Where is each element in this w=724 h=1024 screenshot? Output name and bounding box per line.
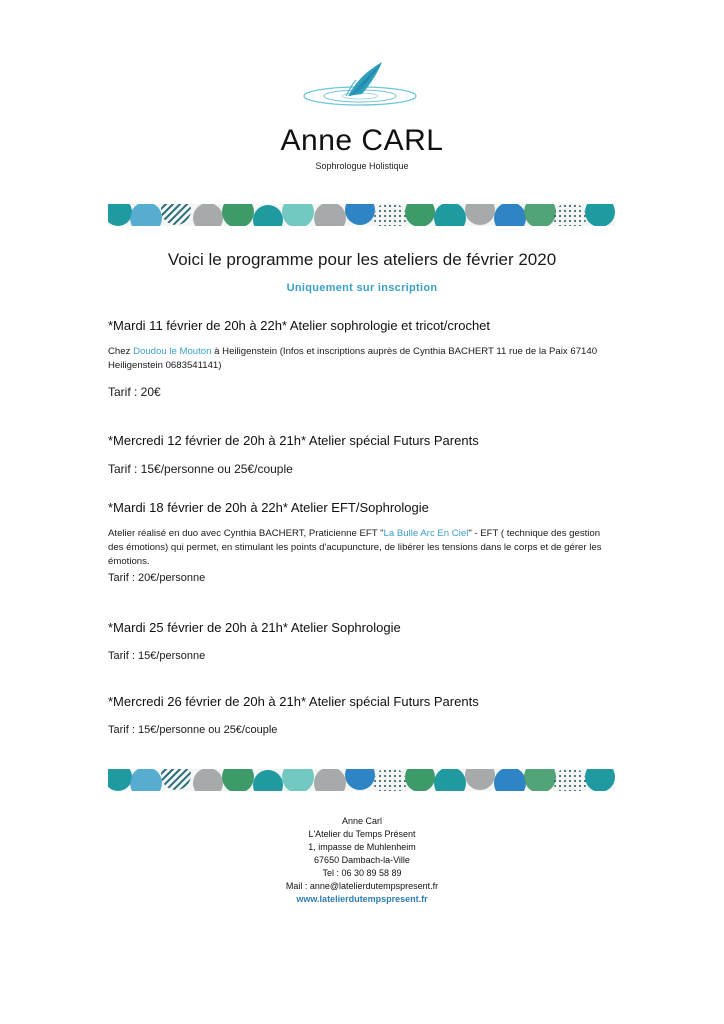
event-title: *Mardi 25 février de 20h à 21h* Atelier Sophrologie (108, 620, 401, 635)
page-title: Anne CARL (280, 124, 444, 157)
footer-email[interactable]: Mail : anne@latelierdutempspresent.fr (285, 881, 439, 891)
doudou-le-mouton-link[interactable]: Doudou le Mouton (133, 346, 212, 357)
program-headline: Voici le programme pour les ateliers de février 2020 (167, 250, 557, 269)
event-title: *Mardi 11 février de 20h à 22h* Atelier sophrologie et tricot/crochet (108, 318, 491, 333)
footer-contact (0, 815, 724, 906)
page-subtitle: Sophrologue Holistique (315, 161, 409, 171)
feather-water-logo (300, 56, 424, 108)
footer-company: L'Atelier du Temps Présent (308, 829, 416, 839)
description-text: Atelier réalisé en duo avec Cynthia BACHERT, Praticienne EFT " (108, 528, 384, 539)
description-text: Chez (108, 346, 134, 357)
event-description (108, 527, 618, 569)
event-title: *Mercredi 26 février de 20h à 21h* Atelier spécial Futurs Parents (108, 694, 479, 709)
decorative-band-bottom (108, 769, 615, 791)
footer-street: 1, impasse de Muhlenheim (308, 842, 416, 852)
la-bulle-arc-en-ciel-link[interactable]: La Bulle Arc En Ciel (383, 528, 469, 539)
event-price: Tarif : 15€/personne (108, 650, 206, 662)
description-text: " - EFT ( technique des gestion des émotions) qui permet, en stimulant les points d'acupuncture, de libérer les tensions dans le corps et de gérer les émotions. (108, 528, 602, 567)
footer-city: 67650 Dambach-la-Ville (314, 855, 410, 865)
footer-name: Anne Carl (341, 816, 383, 826)
footer-phone: Tel : 06 30 89 58 89 (322, 868, 402, 878)
decorative-band-top (108, 204, 615, 226)
description-text: à Heiligenstein (Infos et inscriptions auprès de Cynthia BACHERT 11 rue de la Paix 67140 Heiligenstein 0683541141) (108, 346, 598, 371)
event-title: *Mercredi 12 février de 20h à 21h* Atelier spécial Futurs Parents (108, 433, 479, 448)
event-title: *Mardi 18 février de 20h à 22h* Atelier EFT/Sophrologie (108, 500, 429, 515)
event-price: Tarif : 20€ (108, 385, 161, 399)
event-price: Tarif : 15€/personne ou 25€/couple (108, 462, 293, 476)
footer-website-link[interactable]: www.latelierdutempspresent.fr (296, 894, 428, 904)
registration-notice: Uniquement sur inscription (286, 282, 438, 294)
event-description (108, 345, 618, 373)
event-price: Tarif : 15€/personne ou 25€/couple (108, 724, 278, 736)
event-price: Tarif : 20€/personne (108, 572, 206, 584)
